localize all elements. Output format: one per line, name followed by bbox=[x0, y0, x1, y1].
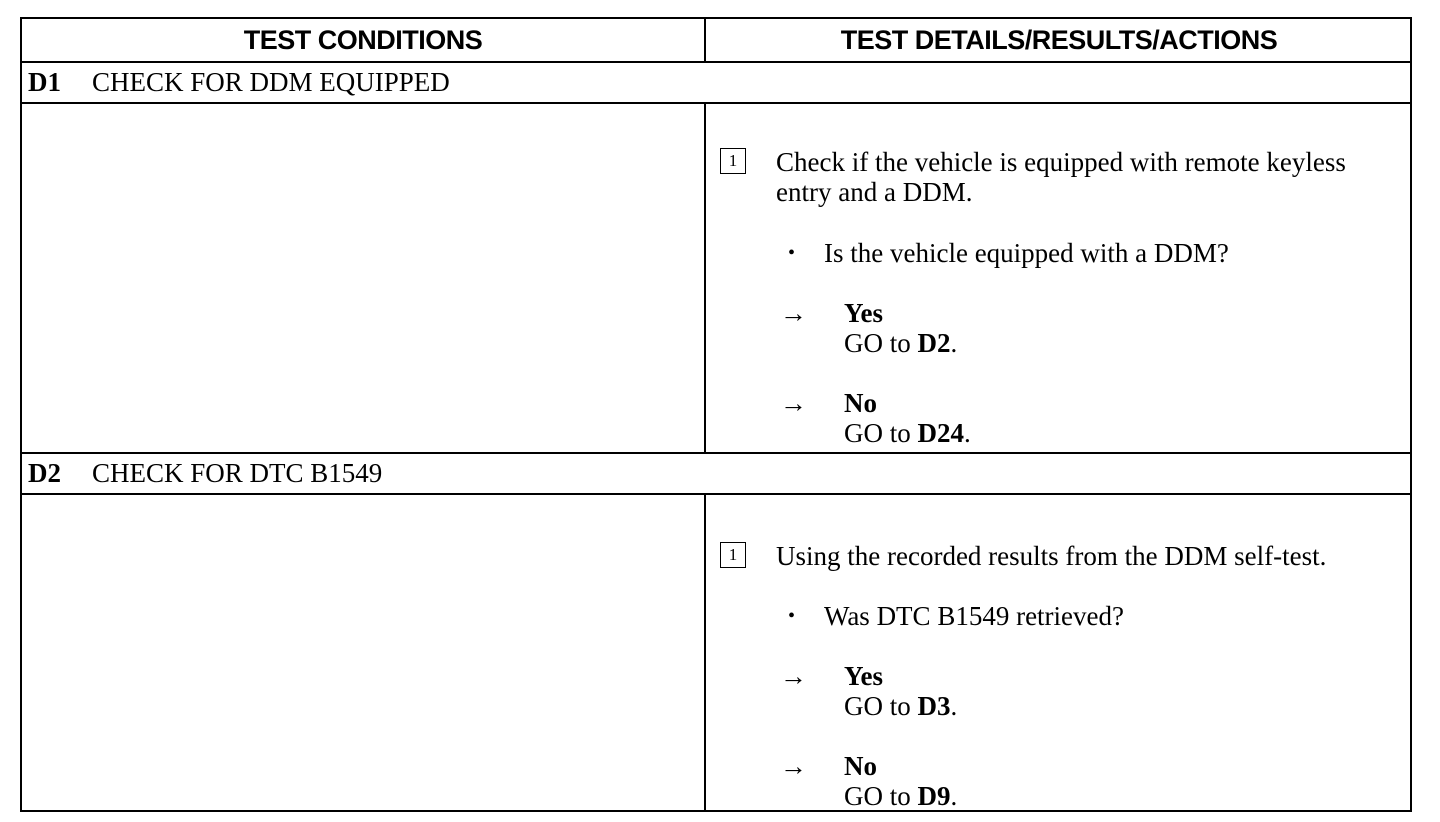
go-to-period: . bbox=[964, 418, 971, 448]
bullet-icon: • bbox=[788, 605, 796, 627]
answer-label: No bbox=[844, 751, 877, 781]
step-title: CHECK FOR DTC B1549 bbox=[92, 458, 383, 488]
go-to-instruction bbox=[844, 418, 971, 448]
go-to-text: GO to bbox=[844, 328, 911, 358]
header-test-details: TEST DETAILS/RESULTS/ACTIONS bbox=[840, 24, 1278, 55]
go-to-instruction bbox=[844, 328, 957, 358]
arrow-right-icon: → bbox=[780, 661, 807, 691]
question-text: Is the vehicle equipped with a DDM? bbox=[824, 238, 1229, 268]
go-to-period: . bbox=[950, 328, 958, 358]
go-to-period: . bbox=[950, 691, 958, 721]
step-title-row bbox=[22, 454, 1410, 495]
go-to-target: D2 bbox=[917, 328, 951, 358]
step-title: CHECK FOR DDM EQUIPPED bbox=[92, 67, 450, 97]
go-to-instruction bbox=[844, 781, 957, 811]
diagnostic-table bbox=[20, 17, 1412, 812]
go-to-text: GO to bbox=[844, 418, 911, 448]
action-number-box: 1 bbox=[720, 148, 746, 174]
answer-label: Yes bbox=[844, 661, 883, 691]
test-details-cell bbox=[706, 104, 1410, 452]
go-to-target: D9 bbox=[917, 781, 951, 811]
go-to-text: GO to bbox=[844, 781, 911, 811]
step-id: D2 bbox=[28, 458, 61, 488]
arrow-right-icon: → bbox=[780, 298, 807, 328]
arrow-right-icon: → bbox=[780, 388, 807, 418]
go-to-target: D3 bbox=[917, 691, 951, 721]
step-body bbox=[22, 104, 1410, 454]
test-conditions-cell bbox=[22, 104, 706, 452]
test-details-cell bbox=[706, 495, 1410, 810]
arrow-right-icon: → bbox=[780, 751, 807, 781]
step-id: D1 bbox=[28, 67, 61, 97]
step-body bbox=[22, 495, 1410, 810]
test-conditions-cell bbox=[22, 495, 706, 810]
go-to-instruction bbox=[844, 691, 957, 721]
bullet-icon: • bbox=[788, 242, 796, 264]
header-test-conditions: TEST CONDITIONS bbox=[22, 19, 706, 61]
action-number-box: 1 bbox=[720, 542, 746, 568]
go-to-period: . bbox=[950, 781, 958, 811]
go-to-target: D24 bbox=[917, 418, 964, 448]
table-header-row bbox=[22, 19, 1410, 63]
instruction-text: Using the recorded results from the DDM self-test. bbox=[776, 541, 1327, 571]
question-item bbox=[788, 601, 1384, 631]
question-text: Was DTC B1549 retrieved? bbox=[824, 601, 1124, 631]
instruction-text: Check if the vehicle is equipped with remote keyless entry and a DDM. bbox=[776, 147, 1346, 207]
answer-label: No bbox=[844, 388, 877, 418]
question-item bbox=[788, 238, 1384, 268]
step-title-row bbox=[22, 63, 1410, 104]
go-to-text: GO to bbox=[844, 691, 911, 721]
answer-label: Yes bbox=[844, 298, 883, 328]
